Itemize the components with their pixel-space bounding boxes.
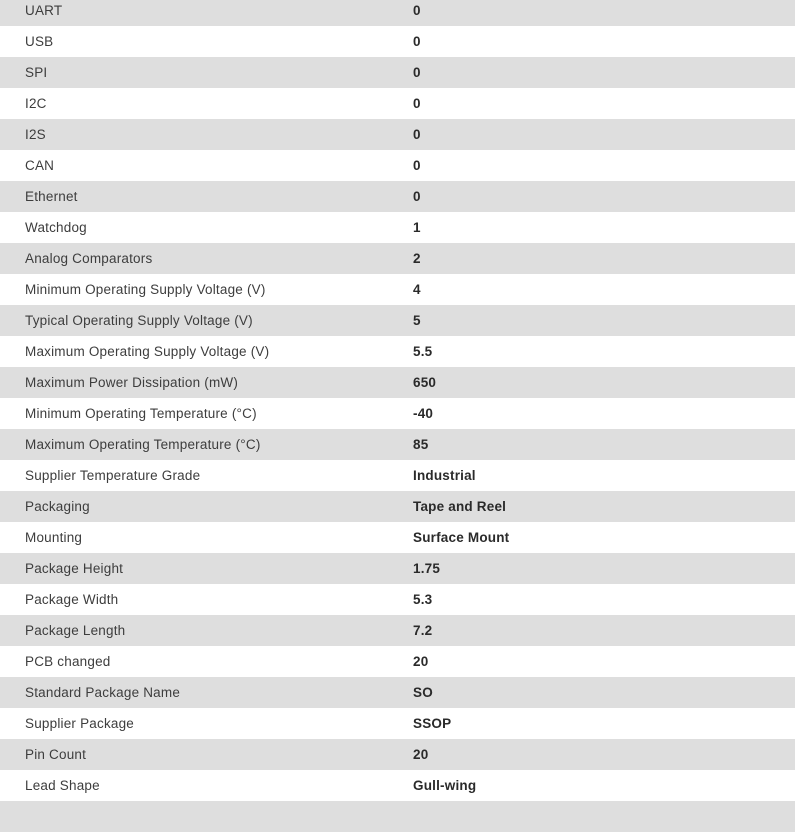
spec-value: 0	[413, 158, 421, 173]
spec-label: Watchdog	[25, 220, 87, 235]
spec-value: 20	[413, 654, 429, 669]
spec-value: Tape and Reel	[413, 499, 507, 514]
table-row	[0, 677, 795, 708]
table-row	[0, 336, 795, 367]
spec-value: 7.2	[413, 623, 433, 638]
spec-value: 1	[413, 220, 421, 235]
table-row	[0, 553, 795, 584]
spec-value: 0	[413, 65, 421, 80]
spec-value: 0	[413, 127, 421, 142]
table-row	[0, 429, 795, 460]
table-row	[0, 181, 795, 212]
table-row	[0, 739, 795, 770]
table-row	[0, 646, 795, 677]
spec-label: Minimum Operating Supply Voltage (V)	[25, 282, 266, 297]
spec-value: 1.75	[413, 561, 441, 576]
table-row	[0, 522, 795, 553]
table-row	[0, 460, 795, 491]
spec-value: 5.5	[413, 344, 433, 359]
spec-value: -40	[413, 406, 434, 421]
table-row	[0, 305, 795, 336]
spec-value: 0	[413, 189, 421, 204]
spec-value: SO	[413, 685, 433, 700]
table-row	[0, 119, 795, 150]
spec-value: 0	[413, 34, 421, 49]
spec-label: Ethernet	[25, 189, 78, 204]
spec-label: Standard Package Name	[25, 685, 181, 700]
spec-label: Pin Count	[25, 747, 87, 762]
spec-label: Package Width	[25, 592, 119, 607]
table-row	[0, 708, 795, 739]
spec-value: SSOP	[413, 716, 452, 731]
table-row	[0, 584, 795, 615]
spec-label: Minimum Operating Temperature (°C)	[25, 406, 257, 421]
spec-value: Gull-wing	[413, 778, 477, 793]
spec-value: Surface Mount	[413, 530, 510, 545]
spec-value: 4	[413, 282, 421, 297]
spec-value: 5.3	[413, 592, 433, 607]
spec-label: Packaging	[25, 499, 90, 514]
table-row	[0, 57, 795, 88]
spec-value: 0	[413, 96, 421, 111]
spec-value: Industrial	[413, 468, 476, 483]
spec-value: 85	[413, 437, 429, 452]
spec-value: 20	[413, 747, 429, 762]
table-row	[0, 398, 795, 429]
spec-label: Lead Shape	[25, 778, 100, 793]
spec-label: Maximum Operating Supply Voltage (V)	[25, 344, 270, 359]
spec-label: I2C	[25, 96, 47, 111]
table-row	[0, 150, 795, 181]
table-row	[0, 26, 795, 57]
spec-label: Supplier Temperature Grade	[25, 468, 201, 483]
table-row	[0, 88, 795, 119]
spec-label: CAN	[25, 158, 55, 173]
table-row	[0, 615, 795, 646]
spec-label: PCB changed	[25, 654, 111, 669]
table-row	[0, 0, 795, 26]
spec-value: 2	[413, 251, 421, 266]
table-row	[0, 274, 795, 305]
spec-value: 5	[413, 313, 421, 328]
table-row	[0, 491, 795, 522]
spec-label: UART	[25, 3, 63, 18]
spec-label: Maximum Operating Temperature (°C)	[25, 437, 261, 452]
table-row	[0, 367, 795, 398]
spec-label: I2S	[25, 127, 46, 142]
table-row	[0, 212, 795, 243]
spec-label: Mounting	[25, 530, 83, 545]
table-row	[0, 243, 795, 274]
spec-label: Package Length	[25, 623, 126, 638]
spec-value: 0	[413, 3, 421, 18]
spec-label: SPI	[25, 65, 48, 80]
spec-value: 650	[413, 375, 437, 390]
spec-label: USB	[25, 34, 54, 49]
spec-label: Analog Comparators	[25, 251, 153, 266]
spec-label: Maximum Power Dissipation (mW)	[25, 375, 239, 390]
spec-label: Typical Operating Supply Voltage (V)	[25, 313, 253, 328]
spec-label: Package Height	[25, 561, 124, 576]
spec-label: Supplier Package	[25, 716, 135, 731]
table-row	[0, 770, 795, 801]
